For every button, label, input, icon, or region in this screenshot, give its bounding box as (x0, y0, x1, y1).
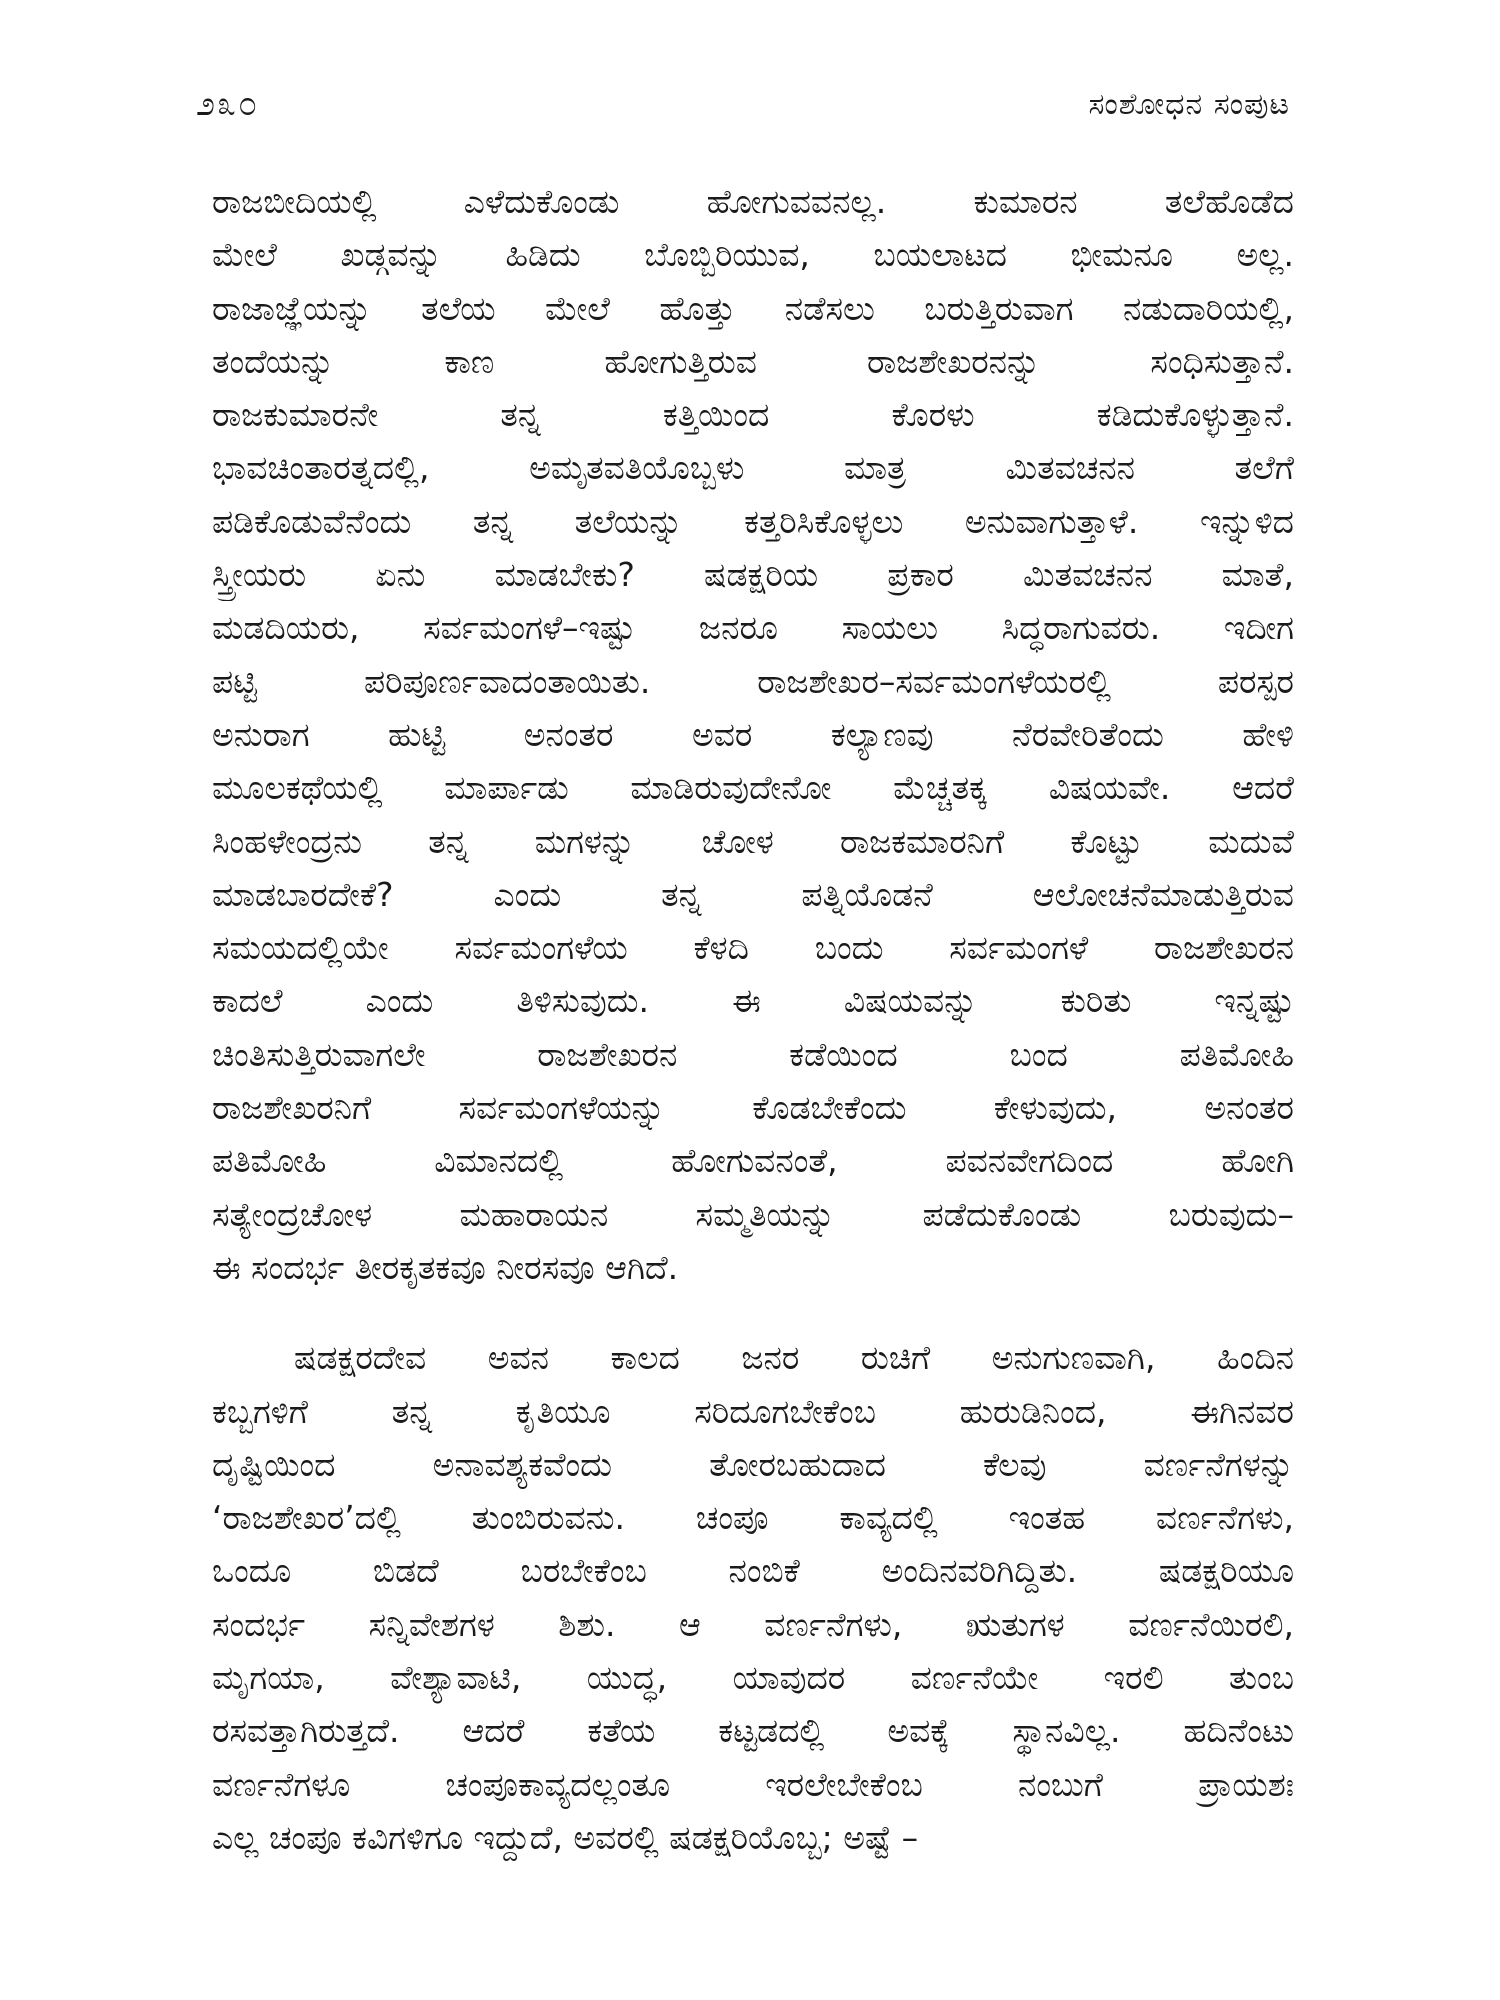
text-line: ಸಿಂಹಳೇಂದ್ರನು ತನ್ನ ಮಗಳನ್ನು ಚೋಳ ರಾಜಕಮಾರನಿಗೆ ಕೊಟ್ಟು ಮದುವೆ (212, 821, 1294, 861)
text-line: ಸಮಯದಲ್ಲಿಯೇ ಸರ್ವಮಂಗಳೆಯ ಕೆಳದಿ ಬಂದು ಸರ್ವಮಂಗಳೆ ರಾಜಶೇಖರನ (212, 928, 1294, 968)
text-line: ಮೇಲೆ ಖಡ್ಗವನ್ನು ಹಿಡಿದು ಬೊಬ್ಬಿರಿಯುವ, ಬಯಲಾಟದ ಭೀಮನೂ ಅಲ್ಲ. (212, 235, 1294, 275)
paragraph-1 (212, 175, 1294, 1294)
page-header (196, 78, 1290, 130)
text-line: ಈ ಸಂದರ್ಭ ತೀರಕೃತಕವೂ ನೀರಸವೂ ಆಗಿದೆ. (212, 1247, 679, 1287)
text-line: ಮಾಡಬಾರದೇಕೆ? ಎಂದು ತನ್ನ ಪತ್ನಿಯೊಡನೆ ಆಲೋಚನೆಮಾಡುತ್ತಿರುವ (212, 874, 1294, 914)
text-line: ರಾಜಶೇಖರನಿಗೆ ಸರ್ವಮಂಗಳೆಯನ್ನು ಕೊಡಬೇಕೆಂದು ಕೇಳುವುದು, ಅನಂತರ (212, 1088, 1294, 1128)
text-line: ಪತಿಮೋಹಿ ವಿಮಾನದಲ್ಲಿ ಹೋಗುವನಂತೆ, ಪವನವೇಗದಿಂದ ಹೋಗಿ (212, 1141, 1294, 1181)
text-line: ಸಂದರ್ಭ ಸನ್ನಿವೇಶಗಳ ಶಿಶು. ಆ ವರ್ಣನೆಗಳು, ಋತುಗಳ ವರ್ಣನೆಯಿರಲಿ, (212, 1604, 1294, 1644)
text-line: ಸತ್ಯೇಂದ್ರಚೋಳ ಮಹಾರಾಯನ ಸಮ್ಮತಿಯನ್ನು ಪಡೆದುಕೊಂಡು ಬರುವುದು– (212, 1194, 1294, 1234)
text-line: ತಂದೆಯನ್ನು ಕಾಣ ಹೋಗುತ್ತಿರುವ ರಾಜಶೇಖರನನ್ನು ಸಂಧಿಸುತ್ತಾನೆ. (212, 341, 1294, 381)
running-title: ಸಂಶೋಧನ ಸಂಪುಟ (1088, 86, 1290, 122)
text-line: ಮೂಲಕಥೆಯಲ್ಲಿ ಮಾರ್ಪಾಡು ಮಾಡಿರುವುದೇನೋ ಮೆಚ್ಚತಕ್ಕ ವಿಷಯವೇ. ಆದರೆ (212, 768, 1294, 808)
text-line: ವರ್ಣನೆಗಳೂ ಚಂಪೂಕಾವ್ಯದಲ್ಲಂತೂ ಇರಲೇಬೇಕೆಂಬ ನಂಬುಗೆ ಪ್ರಾಯಶಃ (212, 1764, 1294, 1804)
text-line: ಪಡಿಕೊಡುವೆನೆಂದು ತನ್ನ ತಲೆಯನ್ನು ಕತ್ತರಿಸಿಕೊಳ್ಳಲು ಅನುವಾಗುತ್ತಾಳೆ. ಇನ್ನುಳಿದ (212, 501, 1294, 541)
body-text (212, 175, 1294, 1864)
text-line: ರಾಜಾಜ್ಞೆಯನ್ನು ತಲೆಯ ಮೇಲೆ ಹೊತ್ತು ನಡೆಸಲು ಬರುತ್ತಿರುವಾಗ ನಡುದಾರಿಯಲ್ಲಿ, (212, 288, 1294, 328)
text-line: ಕಾದಲೆ ಎಂದು ತಿಳಿಸುವುದು. ಈ ವಿಷಯವನ್ನು ಕುರಿತು ಇನ್ನಷ್ಟು (212, 981, 1294, 1021)
text-line: ದೃಷ್ಟಿಯಿಂದ ಅನಾವಶ್ಯಕವೆಂದು ತೋರಬಹುದಾದ ಕೆಲವು ವರ್ಣನೆಗಳನ್ನು (212, 1444, 1294, 1484)
text-line: ಎಲ್ಲ ಚಂಪೂ ಕವಿಗಳಿಗೂ ಇದ್ದುದೆ, ಅವರಲ್ಲಿ ಷಡಕ್ಷರಿಯೊಬ್ಬ; ಅಷ್ಟೆ – (212, 1817, 919, 1857)
text-line: ಮೃಗಯಾ, ವೇಶ್ಯಾವಾಟಿ, ಯುದ್ಧ, ಯಾವುದರ ವರ್ಣನೆಯೇ ಇರಲಿ ತುಂಬ (212, 1658, 1294, 1698)
text-line: ಕಬ್ಬಗಳಿಗೆ ತನ್ನ ಕೃತಿಯೂ ಸರಿದೂಗಬೇಕೆಂಬ ಹುರುಡಿನಿಂದ, ಈಗಿನವರ (212, 1391, 1294, 1431)
page-number: ೨೩೦ (196, 84, 260, 124)
text-line: ರಾಜಕುಮಾರನೇ ತನ್ನ ಕತ್ತಿಯಿಂದ ಕೊರಳು ಕಡಿದುಕೊಳ್ಳುತ್ತಾನೆ. (212, 395, 1294, 435)
text-line: ರಸವತ್ತಾಗಿರುತ್ತದೆ. ಆದರೆ ಕತೆಯ ಕಟ್ಟಡದಲ್ಲಿ ಅವಕ್ಕೆ ಸ್ಥಾನವಿಲ್ಲ. ಹದಿನೆಂಟು (212, 1711, 1294, 1751)
text-line: ‘ರಾಜಶೇಖರ’ದಲ್ಲಿ ತುಂಬಿರುವನು. ಚಂಪೂ ಕಾವ್ಯದಲ್ಲಿ ಇಂತಹ ವರ್ಣನೆಗಳು, (212, 1498, 1294, 1538)
text-line: ಷಡಕ್ಷರದೇವ ಅವನ ಕಾಲದ ಜನರ ರುಚಿಗೆ ಅನುಗುಣವಾಗಿ, ಹಿಂದಿನ (294, 1338, 1294, 1378)
text-line: ಪಟ್ಟಿ ಪರಿಪೂರ್ಣವಾದಂತಾಯಿತು. ರಾಜಶೇಖರ–ಸರ್ವಮಂಗಳೆಯರಲ್ಲಿ ಪರಸ್ಪರ (212, 661, 1294, 701)
text-line: ಚಿಂತಿಸುತ್ತಿರುವಾಗಲೇ ರಾಜಶೇಖರನ ಕಡೆಯಿಂದ ಬಂದ ಪತಿಮೋಹಿ (212, 1034, 1294, 1074)
paragraph-2 (212, 1331, 1294, 1864)
text-line: ಭಾವಚಿಂತಾರತ್ನದಲ್ಲಿ, ಅಮೃತವತಿಯೊಬ್ಬಳು ಮಾತ್ರ ಮಿತವಚನನ ತಲೆಗೆ (212, 448, 1294, 488)
text-line: ರಾಜಬೀದಿಯಲ್ಲಿ ಎಳೆದುಕೊಂಡು ಹೋಗುವವನಲ್ಲ. ಕುಮಾರನ ತಲೆಹೊಡೆದ (212, 182, 1294, 221)
text-line: ಒಂದೂ ಬಿಡದೆ ಬರಬೇಕೆಂಬ ನಂಬಿಕೆ ಅಂದಿನವರಿಗಿದ್ದಿತು. ಷಡಕ್ಷರಿಯೂ (212, 1551, 1294, 1591)
text-line: ಮಡದಿಯರು, ಸರ್ವಮಂಗಳೆ–ಇಷ್ಟು ಜನರೂ ಸಾಯಲು ಸಿದ್ಧರಾಗುವರು. ಇದೀಗ (212, 608, 1294, 648)
text-line: ಸ್ತ್ರೀಯರು ಏನು ಮಾಡಬೇಕು? ಷಡಕ್ಷರಿಯ ಪ್ರಕಾರ ಮಿತವಚನನ ಮಾತೆ, (212, 555, 1294, 595)
text-line: ಅನುರಾಗ ಹುಟ್ಟಿ ಅನಂತರ ಅವರ ಕಲ್ಯಾಣವು ನೆರವೇರಿತೆಂದು ಹೇಳಿ (212, 714, 1294, 754)
